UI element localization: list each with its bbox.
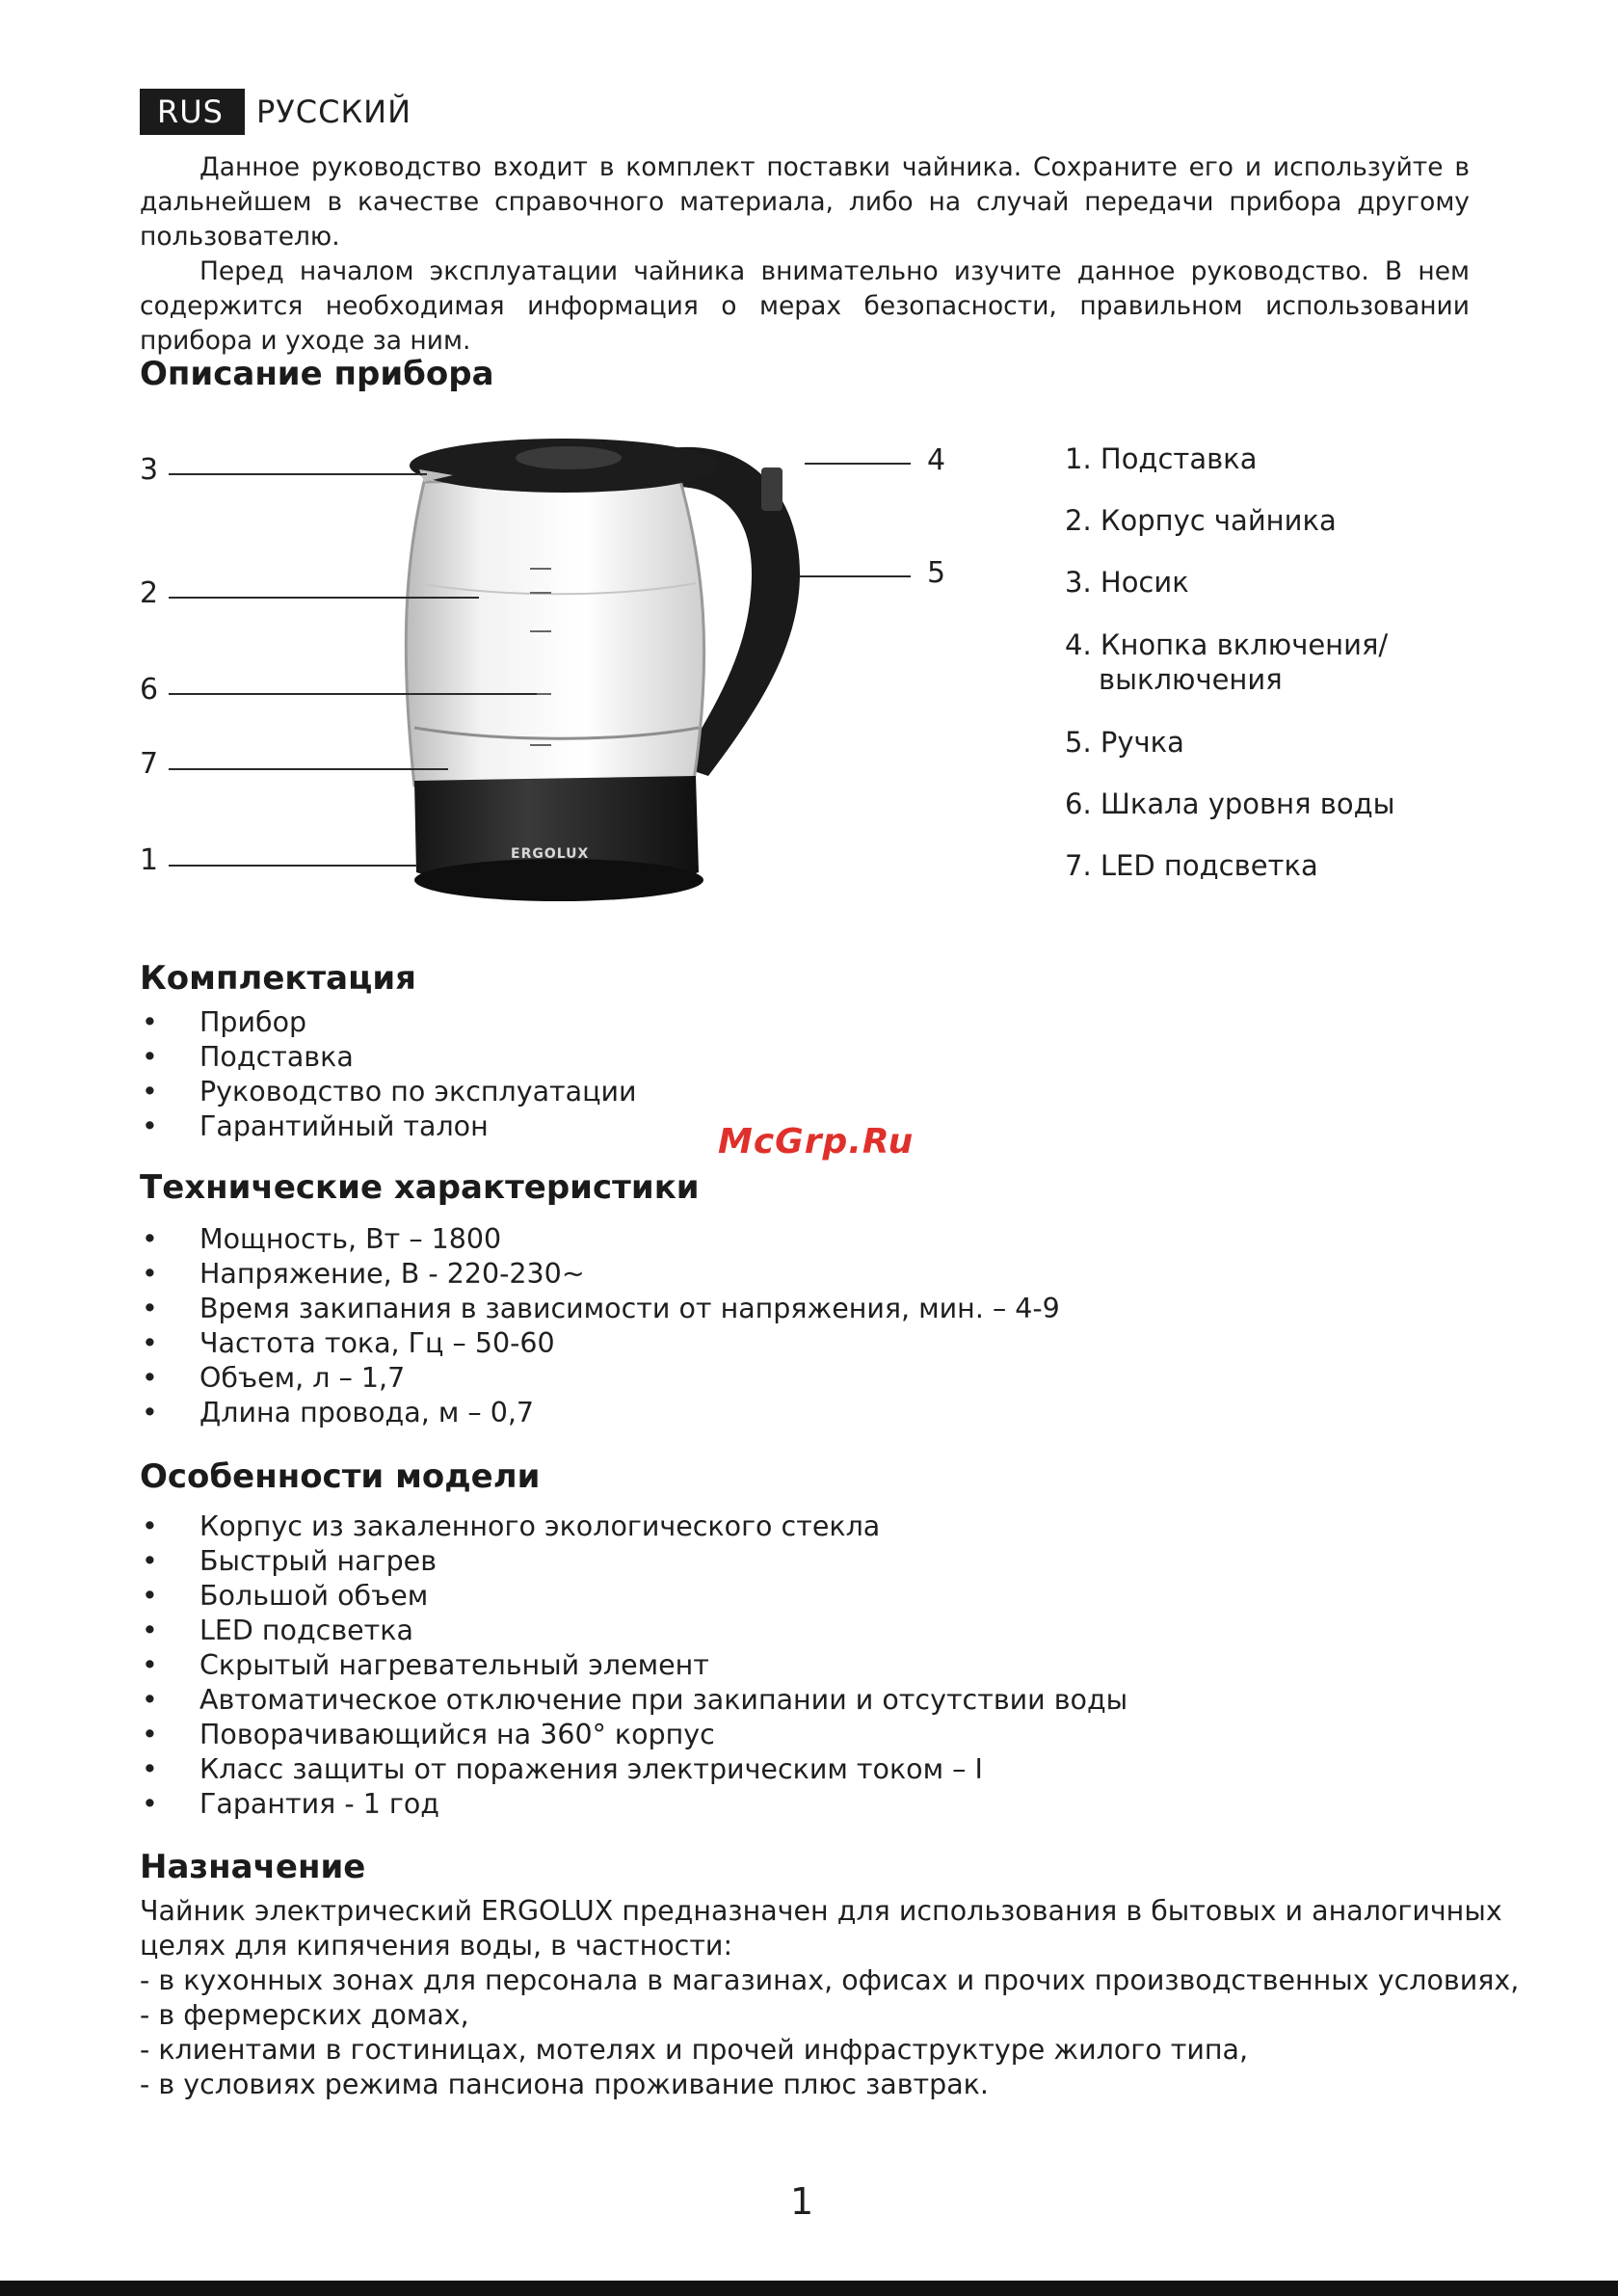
purpose-line: Чайник электрический ERGOLUX предназначен для использования в бытовых и аналогичных <box>140 1895 1502 1927</box>
part-item: 7. LED подсветка <box>1065 849 1318 882</box>
part-item: 1. Подставка <box>1065 442 1258 475</box>
bottom-bar <box>0 2281 1618 2296</box>
part-item: 4. Кнопка включения/ <box>1065 628 1389 661</box>
part-item: 6. Шкала уровня воды <box>1065 788 1395 820</box>
kettle-diagram <box>135 410 983 935</box>
callout-line <box>169 473 427 475</box>
page-number: 1 <box>790 2180 814 2223</box>
language-code-badge: RUS <box>140 89 245 135</box>
callout-line <box>169 865 417 867</box>
list-item: • Длина провода, м – 0,7 <box>142 1397 535 1428</box>
list-item: • Мощность, Вт – 1800 <box>142 1223 502 1255</box>
part-item: 5. Ручка <box>1065 726 1184 759</box>
purpose-line: - в кухонных зонах для персонала в магазинах, офисах и прочих производственных условиях, <box>140 1964 1520 1996</box>
list-item: • Класс защиты от поражения электрическим током – I <box>142 1753 983 1785</box>
intro-paragraph: Данное руководство входит в комплект поставки чайника. Сохраните его и используйте в дальнейшем в качестве справочного материала, либо на случай передачи прибора другому пользователю. <box>140 152 1470 252</box>
callout-number: 6 <box>140 673 159 707</box>
list-item: • Скрытый нагревательный элемент <box>142 1649 709 1681</box>
list-item: • Прибор <box>142 1006 307 1038</box>
power-switch-shape <box>761 467 782 511</box>
list-item: • Гарантия - 1 год <box>142 1788 440 1820</box>
callout-line <box>805 463 911 465</box>
list-item: • Корпус из закаленного экологического стекла <box>142 1510 881 1542</box>
callout-line <box>169 597 479 599</box>
kettle-illustration <box>135 410 983 935</box>
part-item-continuation: выключения <box>1099 663 1283 696</box>
language-name: РУССКИЙ <box>255 93 412 130</box>
list-item: • LED подсветка <box>142 1615 413 1646</box>
list-item: • Подставка <box>142 1041 354 1073</box>
callout-line <box>169 768 448 770</box>
brand-logo: ERGOLUX <box>511 846 590 862</box>
intro-text <box>140 150 1470 359</box>
features-list <box>140 1509 1127 1822</box>
callout-number: 3 <box>140 453 159 487</box>
part-item: 3. Носик <box>1065 566 1189 599</box>
intro-paragraph: Перед началом эксплуатации чайника внимательно изучите данное руководство. В нем содержится необходимая информация о мерах безопасности, правильном использовании прибора и уходе за ним. <box>140 256 1470 356</box>
part-item: 2. Корпус чайника <box>1065 504 1337 537</box>
specs-list <box>140 1222 1060 1430</box>
list-item: • Поворачивающийся на 360° корпус <box>142 1719 715 1750</box>
callout-number: 1 <box>140 843 159 877</box>
list-item: • Время закипания в зависимости от напряжения, мин. – 4-9 <box>142 1293 1060 1324</box>
kit-list <box>140 1005 637 1144</box>
watermark: McGrp.Ru <box>718 1122 915 1161</box>
section-title-specs: Технические характеристики <box>140 1168 700 1207</box>
section-title-purpose: Назначение <box>140 1848 366 1886</box>
list-item: • Объем, л – 1,7 <box>142 1362 406 1394</box>
purpose-line: - в условиях режима пансиона проживание плюс завтрак. <box>140 2069 989 2100</box>
purpose-line: - клиентами в гостиницах, мотелях и прочей инфраструктуре жилого типа, <box>140 2034 1249 2066</box>
list-item: • Большой объем <box>142 1580 429 1612</box>
section-title-features: Особенности модели <box>140 1457 541 1496</box>
list-item: • Напряжение, В - 220-230~ <box>142 1258 585 1290</box>
section-title-kit: Комплектация <box>140 959 416 998</box>
lid-button-shape <box>516 446 622 469</box>
callout-number: 7 <box>140 747 159 781</box>
list-item: • Быстрый нагрев <box>142 1545 437 1577</box>
purpose-line: - в фермерских домах, <box>140 1999 469 2031</box>
callout-number: 4 <box>927 443 946 477</box>
list-item: • Частота тока, Гц – 50-60 <box>142 1327 555 1359</box>
section-title-description: Описание прибора <box>140 355 494 393</box>
purpose-text <box>140 1894 1520 2102</box>
callout-number: 5 <box>927 556 946 590</box>
callout-line <box>169 693 537 695</box>
purpose-line: целях для кипячения воды, в частности: <box>140 1930 733 1962</box>
callout-line <box>800 575 911 577</box>
list-item: • Гарантийный талон <box>142 1110 489 1142</box>
callout-number: 2 <box>140 576 159 610</box>
list-item: • Автоматическое отключение при закипании и отсутствии воды <box>142 1684 1128 1716</box>
language-header <box>140 89 411 135</box>
list-item: • Руководство по эксплуатации <box>142 1076 637 1108</box>
